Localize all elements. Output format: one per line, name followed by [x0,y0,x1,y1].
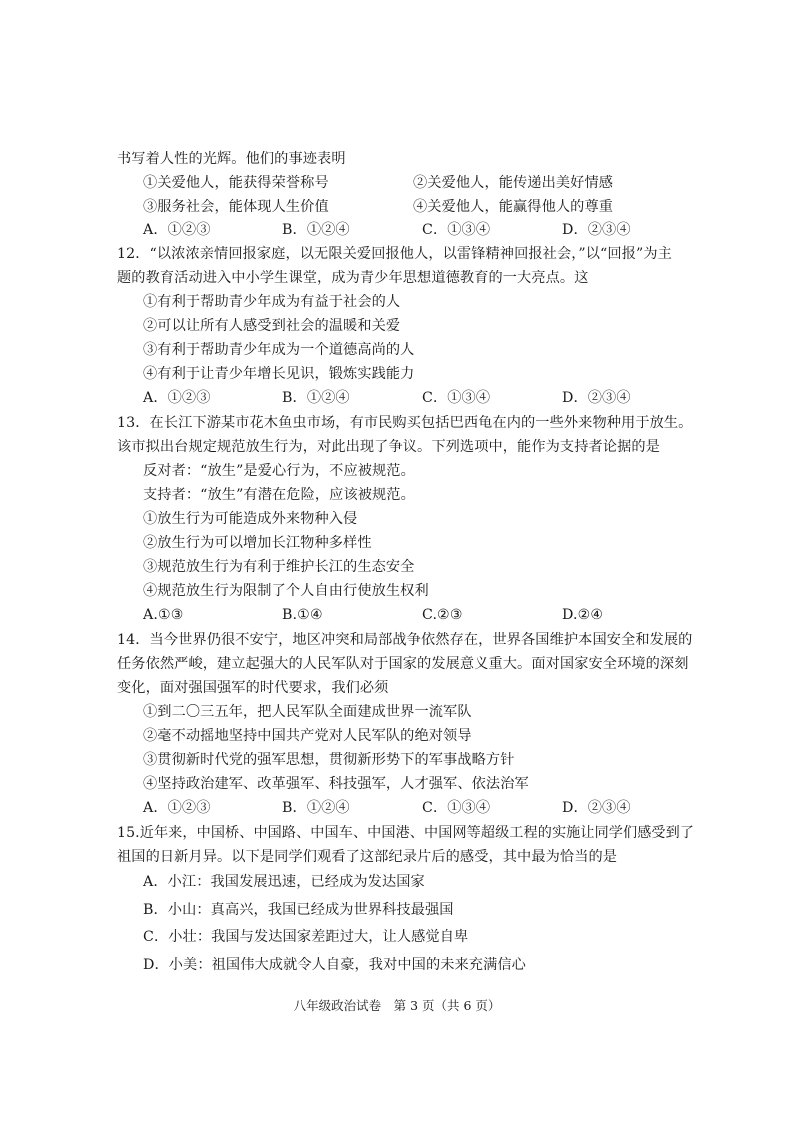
q11-option-4: ④关爱他人，能赢得他人的尊重 [413,199,614,215]
q14-option-3: ③贯彻新时代党的强军思想，贯彻新形势下的军事战略方针 [143,752,515,768]
q14-stem-line-1: 14．当今世界仍很不安宁，地区冲突和局部战争依然存在，世界各国维护本国安全和发展的 [117,632,693,648]
q12-option-1: ①有利于帮助青少年成为有益于社会的人 [143,294,401,310]
q14-option-1: ①到二〇三五年，把人民军队全面建成世界一流军队 [143,704,472,720]
q14-choice-b: B．①②④ [282,800,350,816]
q14-option-4: ④坚持政治建军、改革强军、科技强军，人才强军、依法治军 [143,776,529,792]
q12-option-4: ④有利于让青少年增长见识，锻炼实践能力 [143,366,415,382]
q13-choice-b: B.①④ [282,607,323,623]
q13-choice-c: C.②③ [422,607,463,623]
q14-option-2: ②毫不动摇地坚持中国共产党对人民军队的绝对领导 [143,728,472,744]
q13-choice-a: A.①③ [143,607,184,623]
q15-choice-c: C．小壮：我国与发达国家差距过大，让人感觉自卑 [143,929,469,945]
q12-stem-line-1: 12．“以浓浓亲情回报家庭，以无限关爱回报他人，以雷锋精神回报社会，”以“回报”为主 [117,246,672,262]
page-footer: 八年级政治试卷 第 3 页（共 6 页） [293,998,501,1013]
q11-option-1: ①关爱他人，能获得荣誉称号 [143,175,329,191]
q13-stem-line-2: 该市拟出台规定规范放生行为，对此出现了争议。下列选项中，能作为支持者论据的是 [117,439,660,455]
q14-choice-a: A．①②③ [143,800,211,816]
q13-option-1: ①放生行为可能造成外来物种入侵 [143,511,358,527]
q13-option-2: ②放生行为可以增加长江物种多样性 [143,535,372,551]
q13-choice-d: D.②④ [562,607,604,623]
q15-choice-a: A．小江：我国发展迅速，已经成为发达国家 [143,874,425,890]
q13-option-3: ③规范放生行为有利于维护长江的生态安全 [143,559,415,575]
q14-stem-line-2: 任务依然严峻，建立起强大的人民军队对于国家的发展意义重大。面对国家安全环境的深刻 [117,656,689,672]
q13-stem-line-1: 13．在长江下游某市花木鱼虫市场，有市民购买包括巴西龟在内的一些外来物种用于放生。 [117,415,693,431]
q12-option-3: ③有利于帮助青少年成为一个道德高尚的人 [143,342,415,358]
q12-choice-d: D．②③④ [562,390,631,406]
q14-stem-line-3: 变化，面对强国强军的时代要求，我们必须 [117,680,389,696]
q11-choice-d: D．②③④ [562,222,631,238]
q14-choice-d: D．②③④ [562,800,631,816]
q12-choice-a: A．①②③ [143,390,211,406]
q11-choice-c: C．①③④ [422,222,491,238]
q15-choice-d: D．小美：祖国伟大成就令人自豪，我对中国的未来充满信心 [143,957,526,973]
q12-option-2: ②可以让所有人感受到社会的温暖和关爱 [143,318,401,334]
q13-option-4: ④规范放生行为限制了个人自由行使放生权利 [143,583,429,599]
q14-choice-c: C．①③④ [422,800,491,816]
q15-stem-line-2: 祖国的日新月异。以下是同学们观看了这部纪录片后的感受，其中最为恰当的是 [117,849,618,865]
q11-choice-a: A．①②③ [143,222,211,238]
q11-stem-tail: 书写着人性的光辉。他们的事迹表明 [117,151,346,167]
q11-choice-b: B．①②④ [282,222,350,238]
q13-supporter-view: 支持者：“放生”有潜在危险，应该被规范。 [143,487,415,503]
q15-choice-b: B．小山：真高兴，我国已经成为世界科技最强国 [143,902,454,918]
q15-stem-line-1: 15.近年来，中国桥、中国路、中国车、中国港、中国网等超级工程的实施让同学们感受到了 [117,825,695,841]
q12-choice-b: B．①②④ [282,390,350,406]
q13-opponent-view: 反对者：“放生”是爱心行为，不应被规范。 [143,463,415,479]
q11-option-3: ③服务社会，能体现人生价值 [143,199,329,215]
q12-stem-line-2: 题的教育活动进入中小学生课堂，成为青少年思想道德教育的一大亮点。这 [117,270,589,286]
q12-choice-c: C．①③④ [422,390,491,406]
q11-option-2: ②关爱他人，能传递出美好情感 [413,175,614,191]
